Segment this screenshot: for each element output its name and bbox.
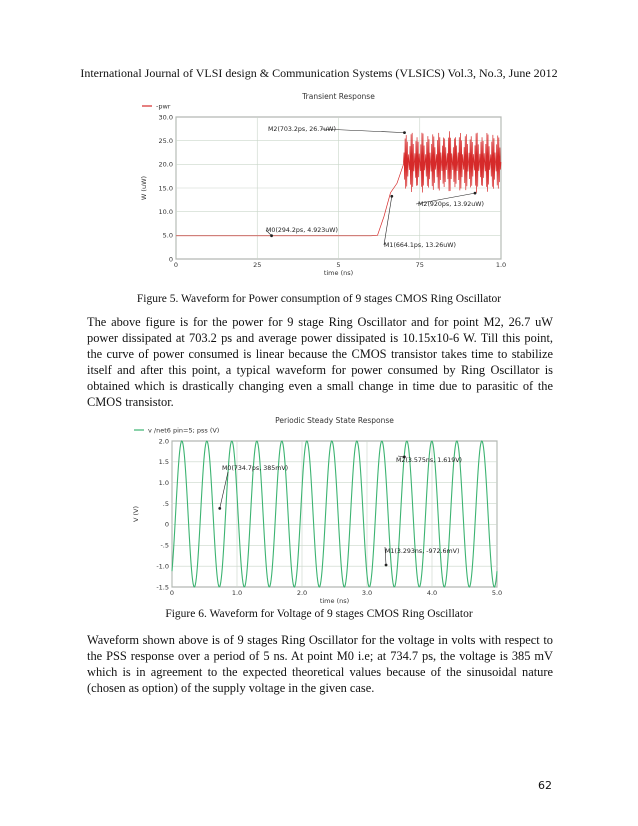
y-tick-label: 20.0 bbox=[158, 160, 173, 169]
y-tick-label: 5.0 bbox=[162, 231, 173, 240]
y-tick-label: 10.0 bbox=[158, 207, 173, 216]
marker-label: M1(664.1ps, 13.26uW) bbox=[384, 242, 456, 249]
x-tick-label: 5 bbox=[336, 261, 341, 269]
x-tick-label: 2.0 bbox=[296, 589, 308, 597]
x-tick-label: 3.0 bbox=[361, 589, 373, 597]
paragraph-1: The above figure is for the power for 9 stage Ring Oscillator and for point M2, 26.7 uW power dissipated at 703.2 ps and average power dissipated is 10.15x10-6 W. Till this point, the curve of power consumed is linear because the CMOS transistor takes time to stabilize itself and after this point, a typical waveform for power consumed by Ring Oscillator is obtained which is drastically changing even a small change in time due to parasitic of the CMOS transistor. bbox=[87, 315, 553, 409]
marker-point bbox=[218, 507, 221, 510]
power-chart bbox=[136, 90, 516, 280]
y-tick-label: 25.0 bbox=[158, 136, 173, 145]
figure-5 bbox=[136, 90, 516, 280]
x-axis-label: time (ns) bbox=[323, 269, 354, 277]
y-tick-label: 2.0 bbox=[158, 437, 169, 446]
marker-label: M2(3.575ns, 1.619V) bbox=[396, 457, 462, 464]
legend-label: v /net6 pin=5; pss (V) bbox=[148, 426, 220, 435]
figure-6 bbox=[128, 414, 516, 604]
y-tick-label: 1.5 bbox=[158, 458, 169, 467]
y-tick-label: .5 bbox=[162, 499, 169, 508]
x-tick-label: 1.0 bbox=[231, 589, 243, 597]
marker-label: M0(734.7ps, 385mV) bbox=[222, 465, 289, 472]
marker-label: M2(920ps, 13.92uW) bbox=[418, 201, 484, 208]
x-tick-label: 0 bbox=[173, 261, 179, 269]
marker-point bbox=[390, 195, 393, 198]
x-tick-label: 0 bbox=[169, 589, 175, 597]
y-tick-label: -1.5 bbox=[156, 583, 169, 592]
figure-5-caption: Figure 5. Waveform for Power consumption of 9 stages CMOS Ring Oscillator bbox=[136, 293, 502, 305]
voltage-chart bbox=[128, 414, 516, 604]
x-tick-label: 75 bbox=[415, 261, 424, 269]
y-tick-label: 15.0 bbox=[158, 184, 173, 193]
marker-point bbox=[385, 564, 388, 567]
x-tick-label: 25 bbox=[253, 261, 262, 269]
y-axis-label: V (V) bbox=[132, 505, 140, 523]
y-tick-label: 0 bbox=[168, 255, 173, 264]
journal-header: International Journal of VLSI design & Communication Systems (VLSICS) Vol.3, No.3, June 2012 bbox=[80, 66, 558, 80]
marker-point bbox=[270, 234, 273, 237]
y-tick-label: -.5 bbox=[160, 541, 169, 550]
y-tick-label: 30.0 bbox=[158, 113, 173, 122]
y-axis-label: W (uW) bbox=[140, 175, 148, 201]
marker-label: M0(294.2ps, 4.923uW) bbox=[266, 227, 338, 234]
x-tick-label: 4.0 bbox=[426, 589, 438, 597]
y-tick-label: -1.0 bbox=[156, 562, 169, 571]
paragraph-2: Waveform shown above is of 9 stages Ring Oscillator for the voltage in volts with respect to the PSS response over a period of 5 ns. At point M0 i.e; at 734.7 ps, the voltage is 385 mV which is in agreement to the expected theoretical values because of the sinusoidal nature (chosen as option) of the supply voltage in the given case. bbox=[87, 633, 553, 695]
marker-label: M1(3.293ns, -972.6mV) bbox=[385, 548, 460, 555]
x-tick-label: 1.0 bbox=[495, 261, 507, 269]
marker-label: M2(703.2ps, 26.7uW) bbox=[268, 126, 336, 133]
page-number: 62 bbox=[538, 779, 552, 792]
y-tick-label: 0 bbox=[164, 520, 169, 529]
legend-label: -pwr bbox=[156, 102, 171, 111]
marker-point bbox=[403, 131, 406, 134]
y-tick-label: 1.0 bbox=[158, 479, 169, 488]
marker-point bbox=[474, 192, 477, 195]
chart-title: Transient Response bbox=[302, 92, 375, 101]
x-axis-label: time (ns) bbox=[319, 597, 350, 604]
figure-6-caption: Figure 6. Waveform for Voltage of 9 stages CMOS Ring Oscillator bbox=[165, 608, 473, 620]
x-tick-label: 5.0 bbox=[491, 589, 503, 597]
chart-title: Periodic Steady State Response bbox=[275, 416, 394, 425]
